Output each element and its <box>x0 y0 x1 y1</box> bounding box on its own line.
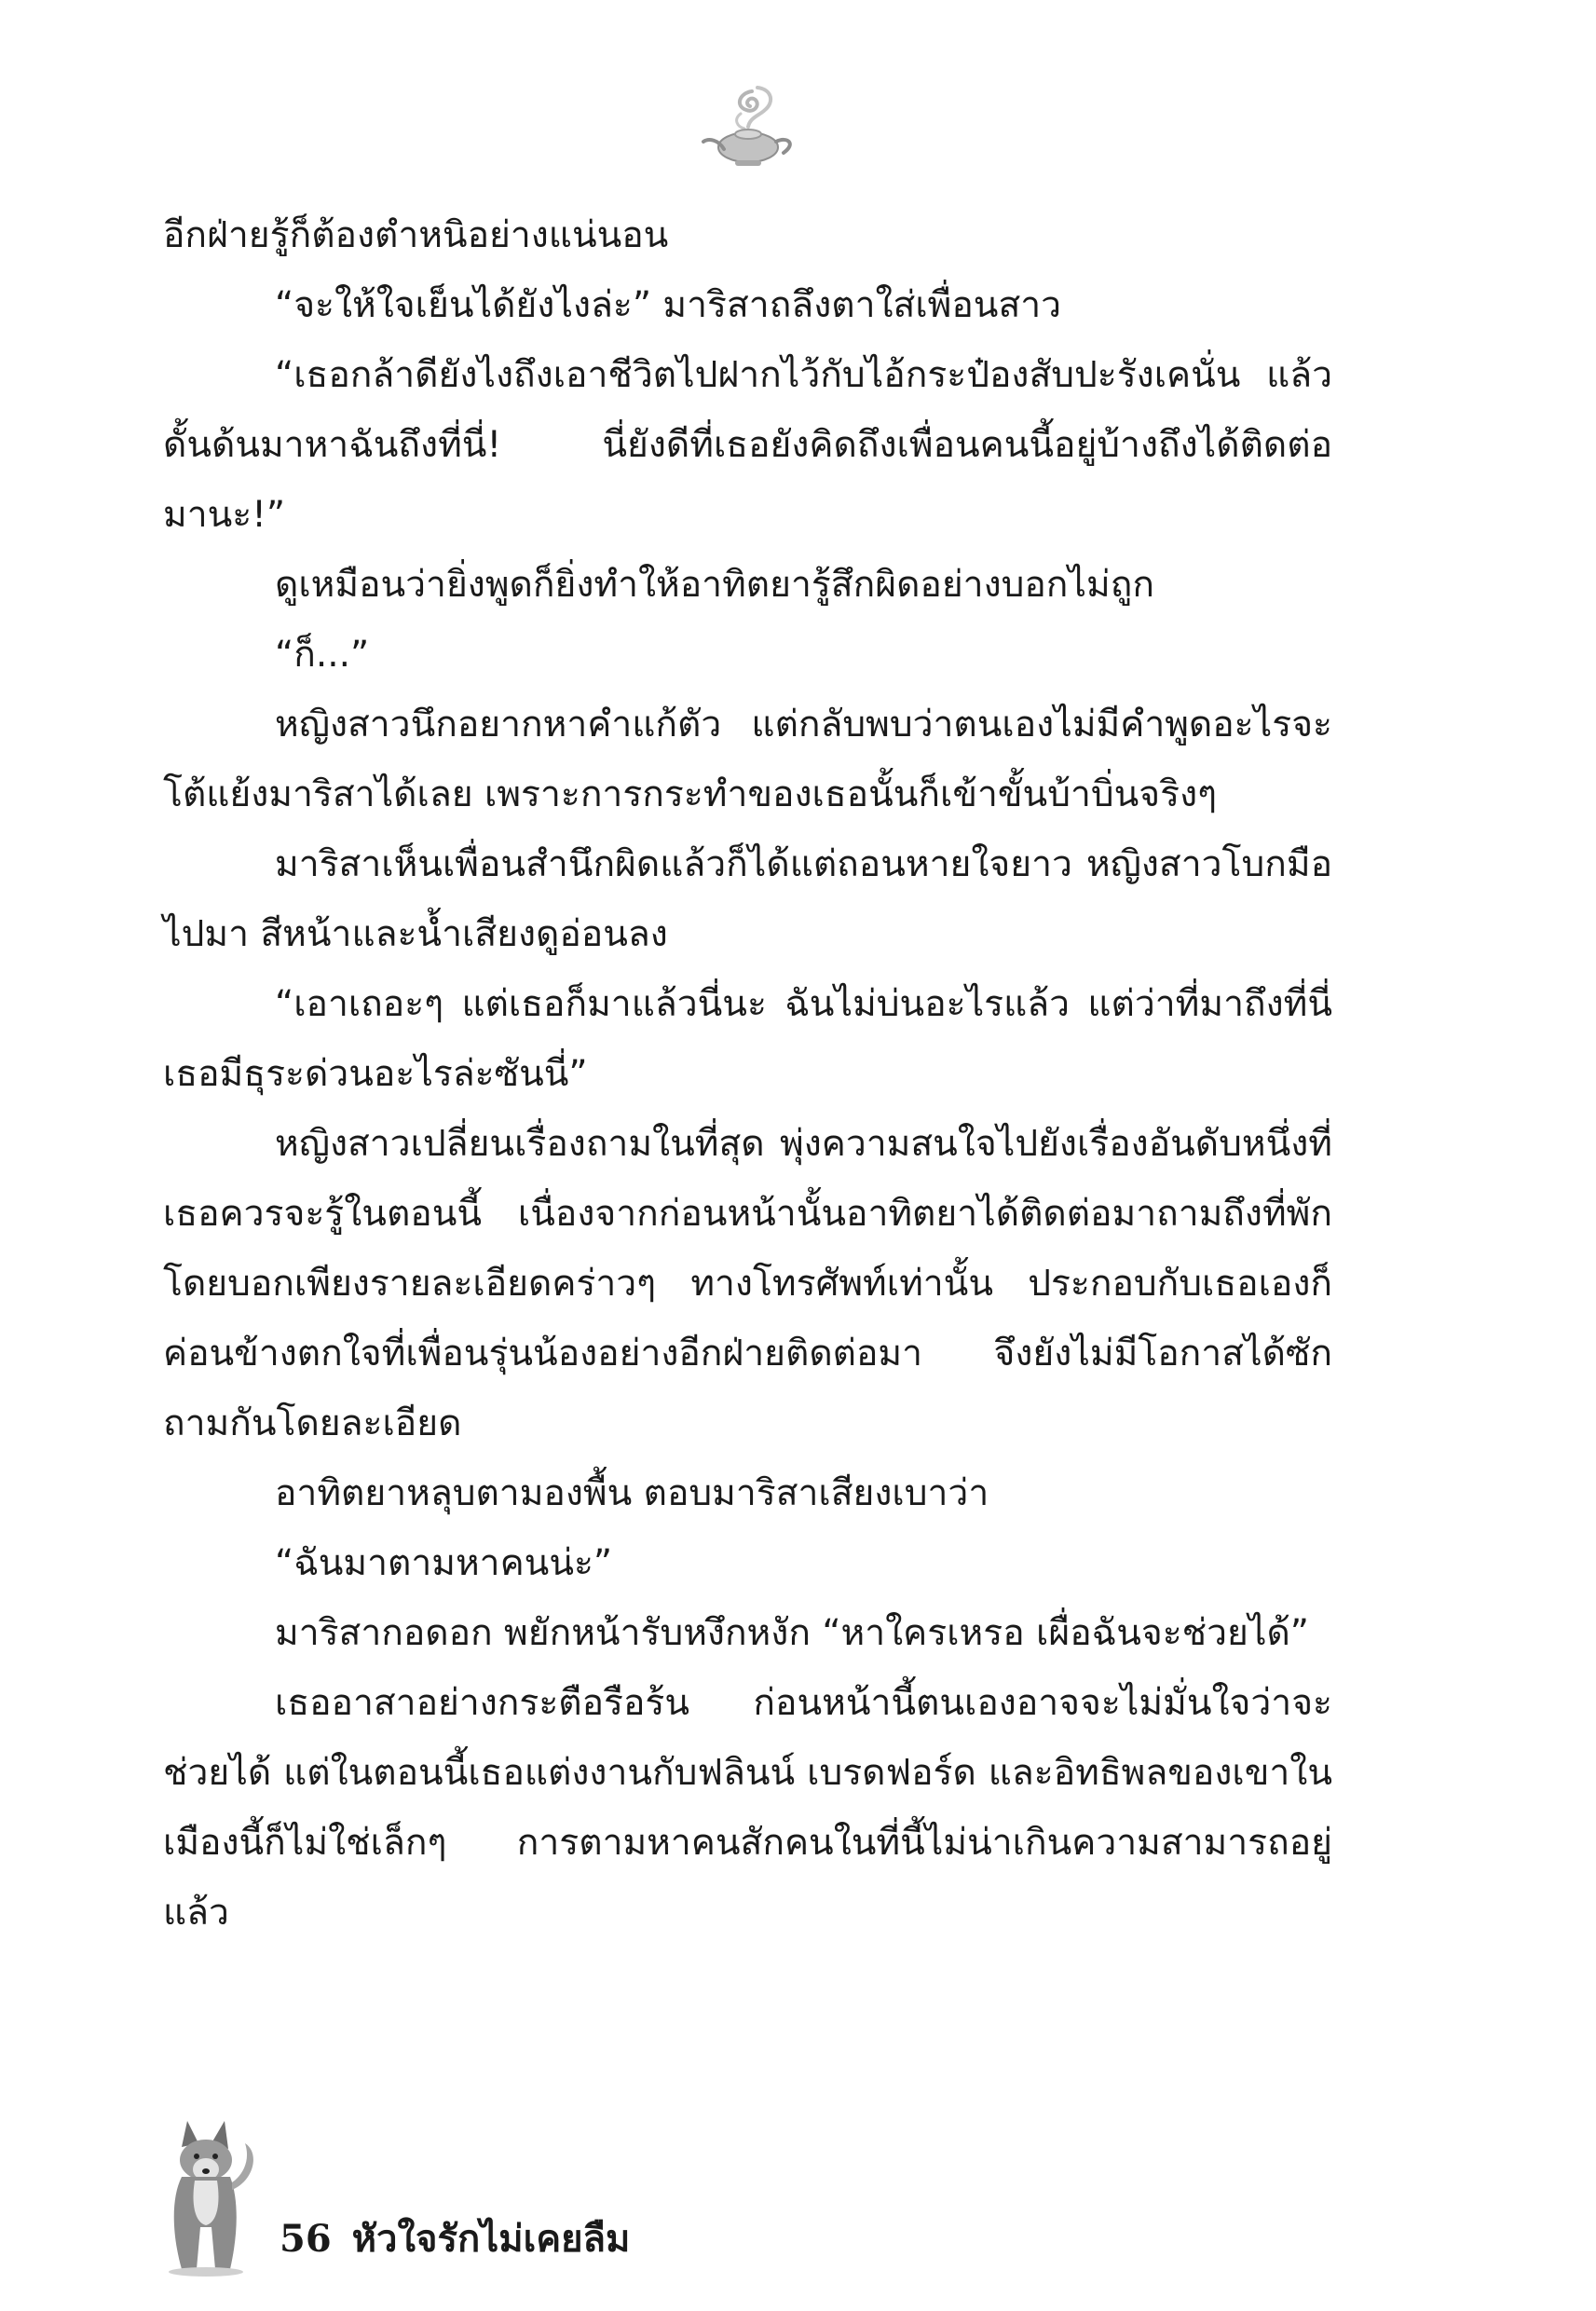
husky-dog-icon <box>154 2115 266 2278</box>
paragraph: “ก็...” <box>275 634 370 676</box>
footer-label <box>280 2208 650 2268</box>
book-title: หัวใจรักไม่เคยลืม <box>351 2217 631 2261</box>
paragraph: “เธอกล้าดียังไงถึงเอาชีวิตไปฝากไว้กับไอ้กระป๋องสับปะรังเคนั่น แล้วดั้นด้นมาหาฉันถึงที่นี่! นี่ยังดีที่เธอยังคิดถึงเพื่อนคนนี้อยู่บ้างถึงได้ติดต่อมานะ!” <box>163 354 1332 536</box>
paragraph: หญิงสาวเปลี่ยนเรื่องถามในที่สุด พุ่งความสนใจไปยังเรื่องอันดับหนึ่งที่เธอควรจะรู้ในตอนนี้ เนื่องจากก่อนหน้านั้นอาทิตยาได้ติดต่อมาถามถึงที่พักโดยบอกเพียงรายละเอียดคร่าวๆ ทางโทรศัพท์เท่านั้น ประกอบกับเธอเองก็ค่อนข้างตกใจที่เพื่อนรุ่นน้องอย่างอีกฝ่ายติดต่อมา จึงยังไม่มีโอกาสได้ซักถามกันโดยละเอียด <box>163 1123 1332 1444</box>
paragraph: หญิงสาวนึกอยากหาคำแก้ตัว แต่กลับพบว่าตนเองไม่มีคำพูดอะไรจะโต้แย้งมาริสาได้เลย เพราะการกระทำของเธอนั้นก็เข้าขั้นบ้าบิ่นจริงๆ <box>163 704 1332 815</box>
paragraph: “เอาเถอะๆ แต่เธอก็มาแล้วนี่นะ ฉันไม่บ่นอะไรแล้ว แต่ว่าที่มาถึงที่นี่เธอมีธุระด่วนอะไรล่ะซันนี่” <box>163 983 1332 1095</box>
paragraph: เธออาสาอย่างกระตือรือร้น ก่อนหน้านี้ตนเองอาจจะไม่มั่นใจว่าจะช่วยได้ แต่ในตอนนี้เธอแต่งงานกับฟลินน์ เบรดฟอร์ด และอิทธิพลของเขาในเมืองนี้ก็ไม่ใช่เล็กๆ การตามหาคนสักคนในที่นี้ไม่น่าเกินความสามารถอยู่แล้ว <box>163 1682 1332 1934</box>
paragraph: อีกฝ่ายรู้ก็ต้องตำหนิอย่างแน่นอน <box>163 214 669 256</box>
paragraph: อาทิตยาหลุบตามองพื้น ตอบมาริสาเสียงเบาว่า <box>275 1472 989 1514</box>
paragraph: ดูเหมือนว่ายิ่งพูดก็ยิ่งทำให้อาทิตยารู้สึกผิดอย่างบอกไม่ถูก <box>275 564 1154 606</box>
page-footer <box>154 2115 806 2283</box>
paragraph: มาริสาเห็นเพื่อนสำนึกผิดแล้วก็ได้แต่ถอนหายใจยาว หญิงสาวโบกมือไปมา สีหน้าและน้ำเสียงดูอ่อนลง <box>163 843 1332 955</box>
paragraph: “ฉันมาตามหาคนน่ะ” <box>275 1542 613 1584</box>
paragraph: มาริสากอดอก พยักหน้ารับหงึกหงัก “หาใครเหรอ เผื่อฉันจะช่วยได้” <box>275 1612 1310 1654</box>
paragraph: “จะให้ใจเย็นได้ยังไงล่ะ” มาริสาถลึงตาใส่เพื่อนสาว <box>275 284 1062 326</box>
teapot-genie-icon <box>694 82 806 175</box>
chapter-body <box>163 200 1332 1948</box>
page-number: 56 <box>280 2217 332 2261</box>
